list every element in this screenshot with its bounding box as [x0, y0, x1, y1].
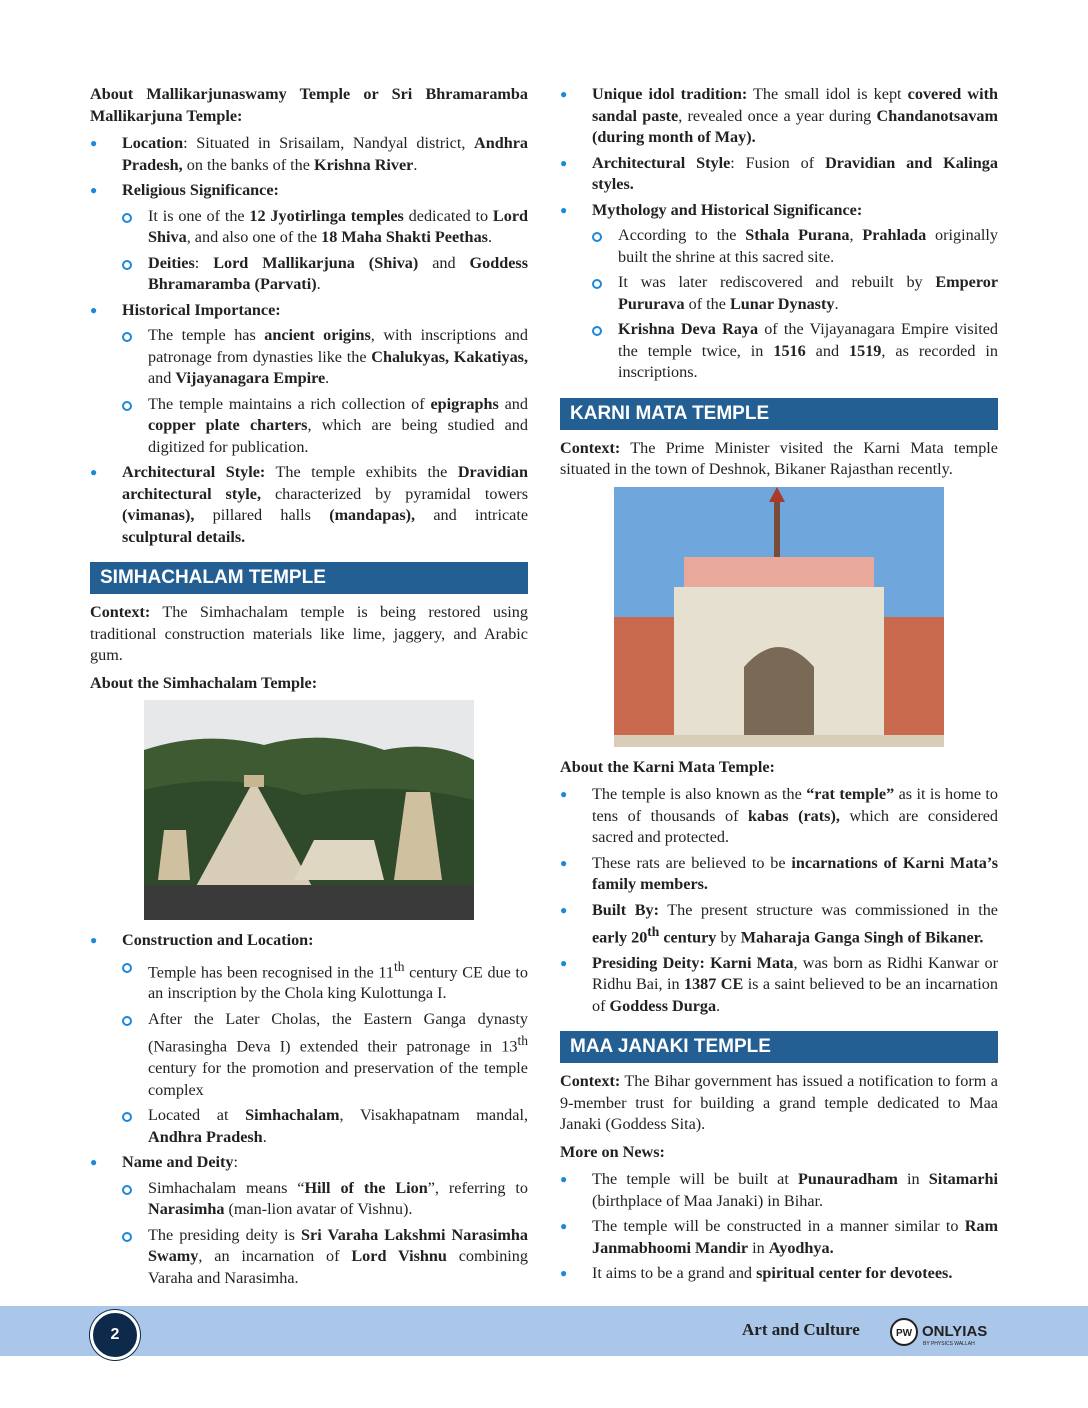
maa-janaki-context: Context: The Bihar government has issued a notification to form a 9-member trust for building a grand temple dedicated to Maa Janaki (Goddess Sita). [560, 1072, 998, 1134]
svg-text:PW: PW [895, 1328, 913, 1339]
karni-mata-temple-image [614, 487, 944, 747]
onlyias-logo [890, 1316, 1000, 1348]
sub-list-item: Krishna Deva Raya of the Vijayanagara Empire visited the temple twice, in 1516 and 1519, as recorded in inscriptions. [560, 319, 998, 384]
list-item: ● Name and Deity: [90, 1152, 528, 1174]
sub-list-item: It was later rediscovered and rebuilt by Emperor Pururava of the Lunar Dynasty. [560, 272, 998, 315]
list-item: ● Unique idol tradition: The small idol is kept covered with sandal paste, revealed once a year during Chandanotsavam (during month of May). [560, 84, 998, 149]
sub-list-item: Deities: Lord Mallikarjuna (Shiva) and Goddess Bhramaramba (Parvati). [90, 253, 528, 296]
list-item: ● The temple will be built at Punauradham in Sitamarhi (birthplace of Maa Janaki) in Bihar. [560, 1169, 998, 1212]
subject-label: Art and Culture [742, 1320, 860, 1339]
mallikarjuna-title: About Mallikarjunaswamy Temple or Sri Bhramaramba Mallikarjuna Temple: [90, 85, 528, 125]
list-item: ● Historical Importance: [90, 300, 528, 322]
list-item: ● The temple will be constructed in a manner similar to Ram Janmabhoomi Mandir in Ayodhya. [560, 1216, 998, 1259]
list-item: ● Religious Significance: [90, 180, 528, 202]
sub-list-item: The temple maintains a rich collection of epigraphs and copper plate charters, which are being studied and digitized for publication. [90, 394, 528, 459]
sub-list-item: Temple has been recognised in the 11th century CE due to an inscription by the Chola king Kulottunga I. [90, 956, 528, 1005]
sub-list-item: Located at Simhachalam, Visakhapatnam mandal, Andhra Pradesh. [90, 1105, 528, 1148]
list-item: ● Location: Situated in Srisailam, Nandyal district, Andhra Pradesh, on the banks of the Krishna River. [90, 133, 528, 176]
simhachalam-header: SIMHACHALAM TEMPLE [90, 562, 528, 594]
karni-mata-context: Context: The Prime Minister visited the Karni Mata temple situated in the town of Deshnok, Bikaner Rajasthan recently. [560, 438, 998, 478]
sub-list-item: Simhachalam means “Hill of the Lion”, referring to Narasimha (man-lion avatar of Vishnu). [90, 1178, 528, 1221]
svg-text:BY PHYSICS WALLAH: BY PHYSICS WALLAH [923, 1341, 975, 1347]
list-item: ● Mythology and Historical Significance: [560, 200, 998, 222]
sub-list-item: It is one of the 12 Jyotirlinga temples dedicated to Lord Shiva, and also one of the 18 Maha Shakti Peethas. [90, 206, 528, 249]
list-item: ● Architectural Style: The temple exhibits the Dravidian architectural style, characterized by pyramidal towers (vimanas), pillared halls (mandapas), and intricate sculptural details. [90, 462, 528, 548]
simhachalam-about-title: About the Simhachalam Temple: [90, 673, 318, 692]
svg-text:ONLYIAS: ONLYIAS [922, 1323, 988, 1340]
left-column [90, 84, 528, 1293]
karni-mata-header: KARNI MATA TEMPLE [560, 398, 998, 430]
list-item: ● It aims to be a grand and spiritual center for devotees. [560, 1263, 998, 1285]
list-item: ● The temple is also known as the “rat temple” as it is home to tens of thousands of kabas (rats), which are considered sacred and protected. [560, 784, 998, 849]
karni-mata-about-title: About the Karni Mata Temple: [560, 757, 775, 776]
list-item: ● Built By: The present structure was commissioned in the early 20th century by Maharaja Ganga Singh of Bikaner. [560, 900, 998, 949]
list-item: ● These rats are believed to be incarnations of Karni Mata’s family members. [560, 853, 998, 896]
sub-list-item: According to the Sthala Purana, Prahlada originally built the shrine at this sacred site. [560, 225, 998, 268]
maa-janaki-header: MAA JANAKI TEMPLE [560, 1031, 998, 1063]
sub-list-item: After the Later Cholas, the Eastern Ganga dynasty (Narasingha Deva I) extended their patronage in 13th century for the promotion and preservation of the temple complex [90, 1009, 528, 1101]
list-item: ● Presiding Deity: Karni Mata, was born as Ridhi Kanwar or Ridhu Bai, in 1387 CE is a saint believed to be an incarnation of Goddess Durga. [560, 953, 998, 1018]
simhachalam-temple-image [144, 700, 474, 920]
more-on-news-title: More on News: [560, 1142, 665, 1161]
sub-list-item: The temple has ancient origins, with inscriptions and patronage from dynasties like the Chalukyas, Kakatiyas, and Vijayanagara Empire. [90, 325, 528, 390]
list-item: ● Construction and Location: [90, 930, 528, 952]
page-number: 2 [90, 1310, 140, 1360]
sub-list-item: The presiding deity is Sri Varaha Lakshmi Narasimha Swamy, an incarnation of Lord Vishnu combining Varaha and Narasimha. [90, 1225, 528, 1290]
simhachalam-context: Context: The Simhachalam temple is being restored using traditional construction materials like lime, jaggery, and Arabic gum. [90, 603, 528, 664]
right-column [560, 84, 998, 1289]
list-item: ● Architectural Style: Fusion of Dravidian and Kalinga styles. [560, 153, 998, 196]
